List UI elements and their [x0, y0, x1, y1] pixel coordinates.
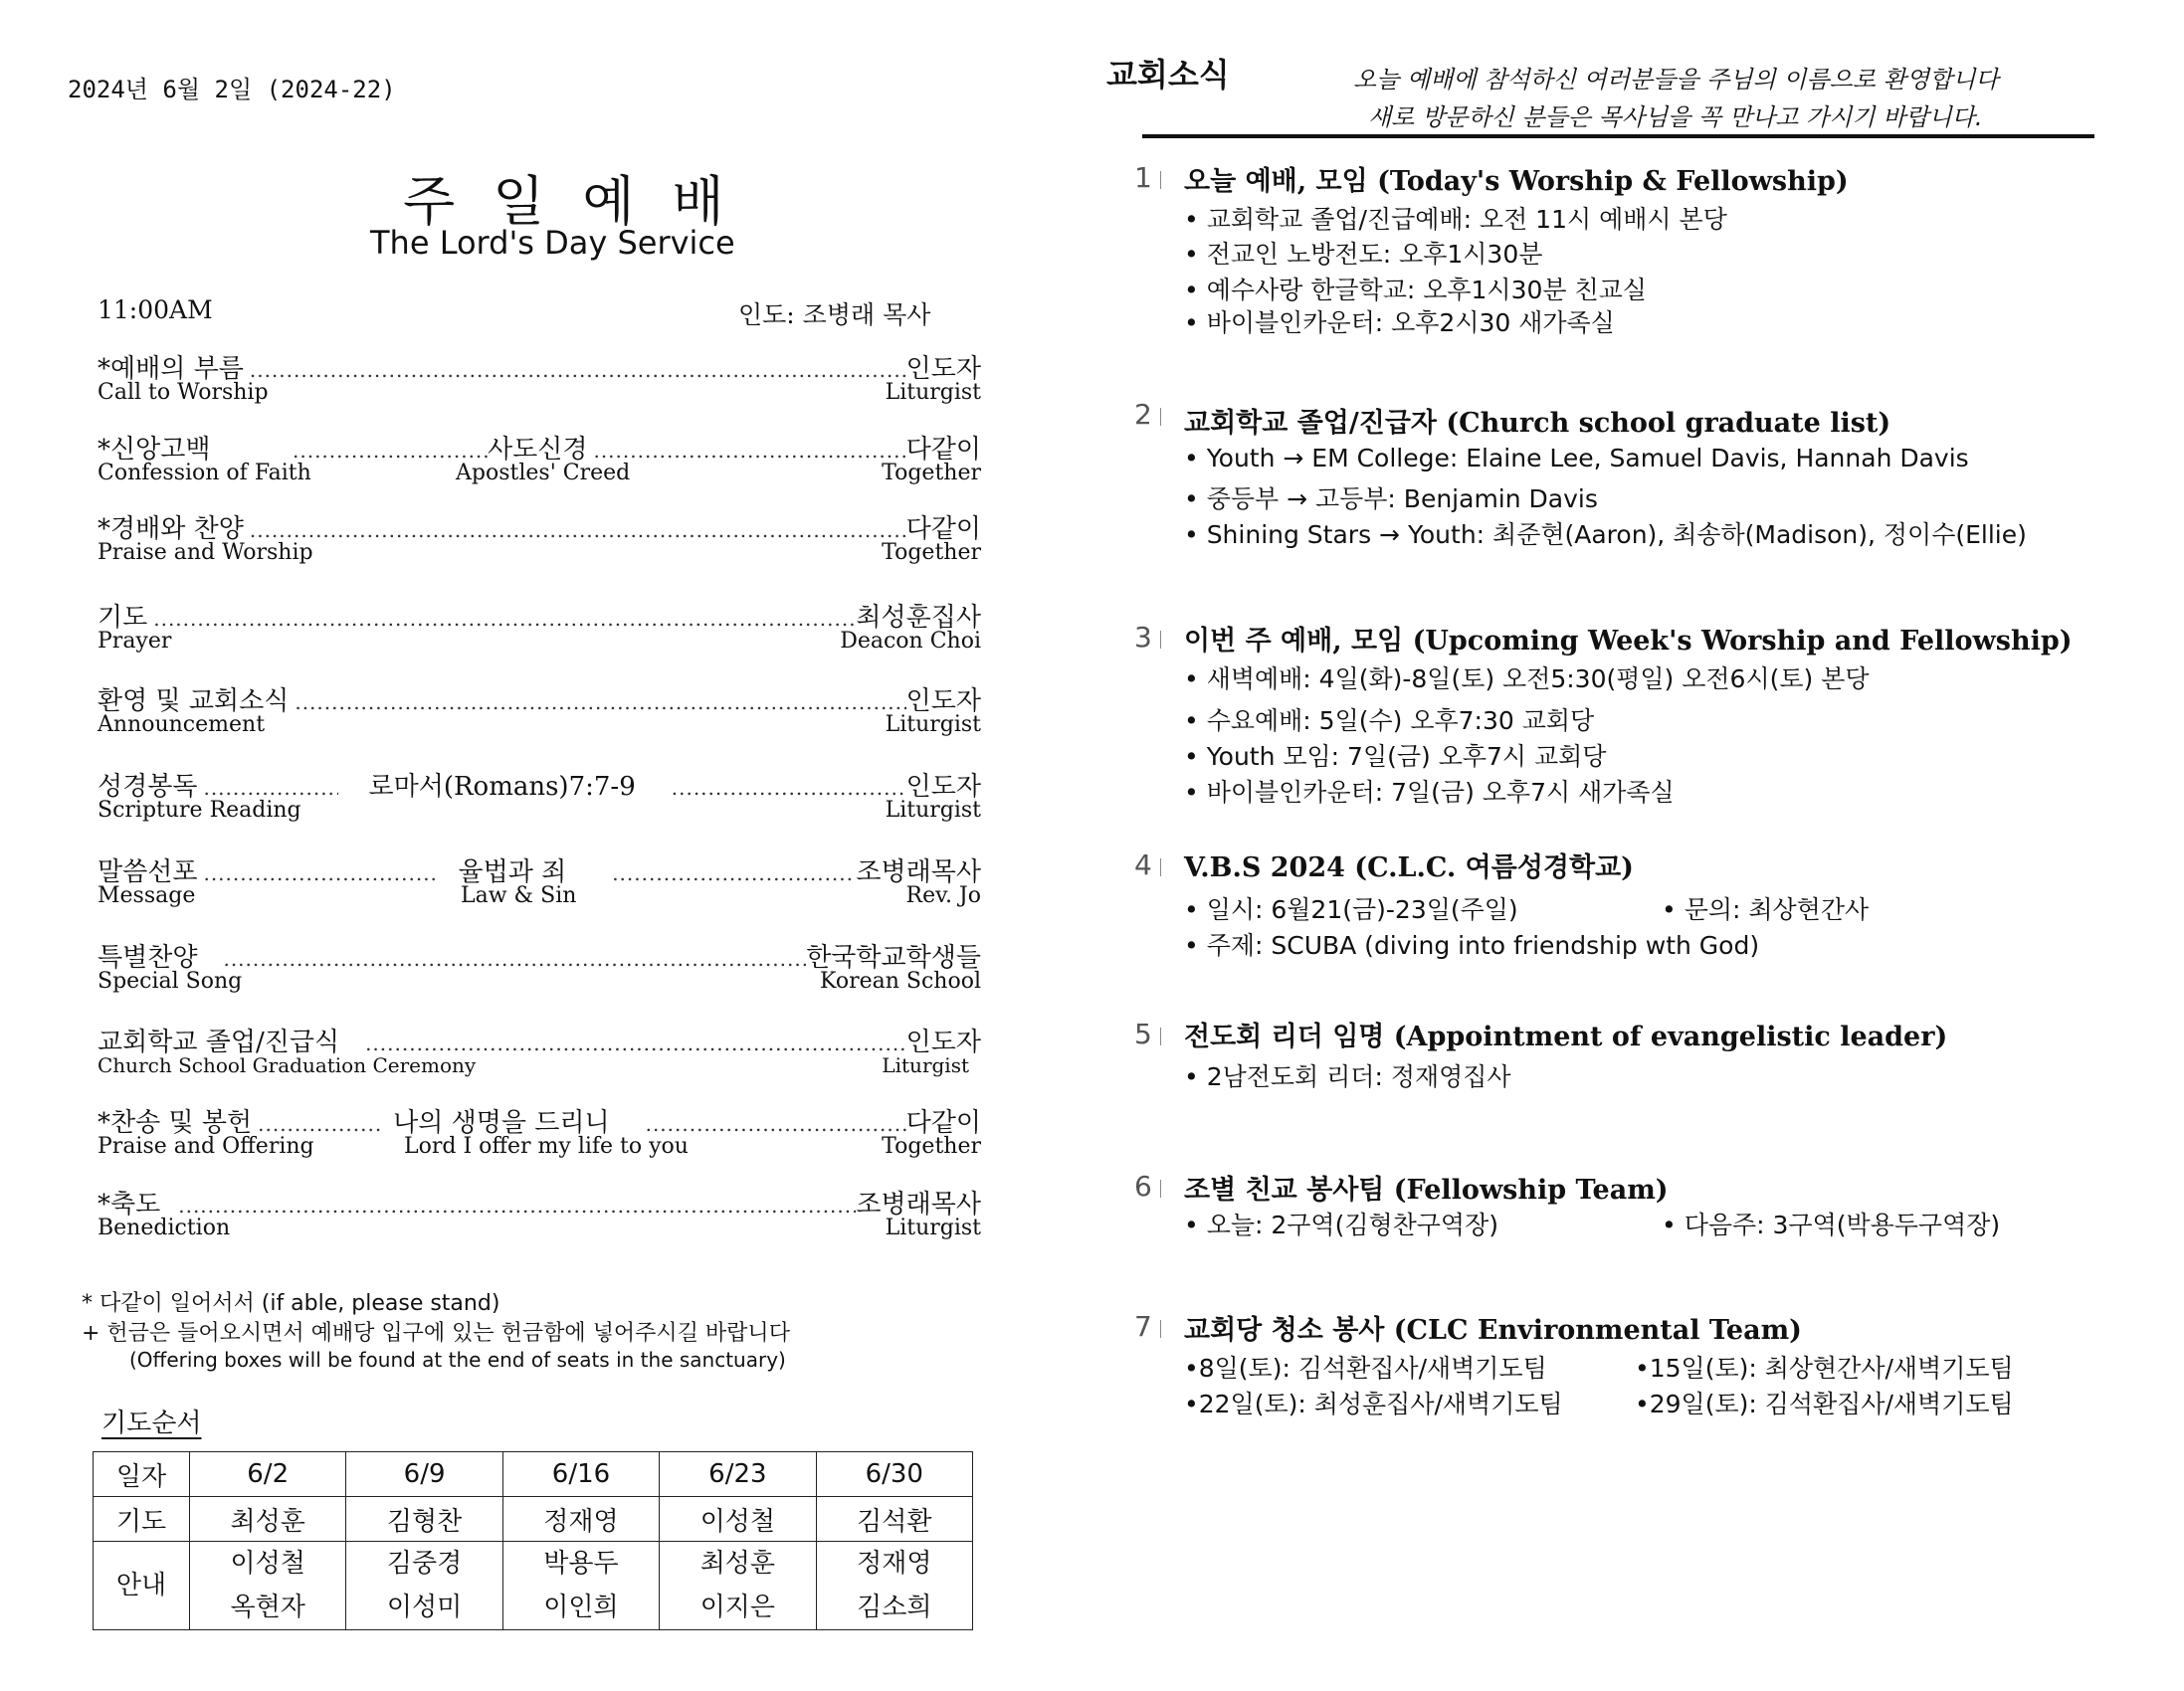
- usher-name: 김소희: [857, 1593, 932, 1622]
- service-title-korean: 주일예배: [403, 170, 762, 233]
- table-cell: [660, 1542, 816, 1630]
- note-offering-english: (Offering boxes will be found at the end of seats in the sanctuary): [129, 1348, 786, 1372]
- table-cell: [502, 1542, 659, 1630]
- order-item-role: 다같이: [905, 514, 981, 544]
- list-item: • 일시: 6월21(금)-23일(주일): [1184, 895, 1518, 924]
- order-item-role-english: Deacon Choi: [840, 629, 981, 654]
- order-item-role: 인도자: [905, 354, 981, 384]
- order-item-english: Confession of Faith: [98, 461, 311, 485]
- table-row: [94, 1452, 973, 1497]
- order-item-benediction: [98, 1184, 981, 1245]
- section-title: 오늘 예배, 모임 (Today's Worship & Fellowship): [1184, 166, 1849, 197]
- list-item: • 예수사랑 한글학교: 오후1시30분 친교실: [1184, 276, 1647, 304]
- list-item: • 2남전도회 리더: 정재영집사: [1184, 1062, 1511, 1091]
- list-item: • 중등부 → 고등부: Benjamin Davis: [1184, 484, 1598, 513]
- section-title: 교회당 청소 봉사 (CLC Environmental Team): [1184, 1315, 1802, 1346]
- order-item-korean: 특별찬양: [98, 943, 198, 973]
- prayer-schedule-table: [93, 1451, 973, 1630]
- order-item-english: Special Song: [98, 969, 243, 994]
- order-item-role-english: Rev. Jo: [905, 883, 981, 908]
- order-item-korean: *예배의 부름: [98, 354, 244, 384]
- welcome-line-1: 오늘 예배에 참석하신 여러분들을 주님의 이름으로 환영합니다: [1353, 66, 1999, 94]
- order-item-korean: 환영 및 교회소식: [98, 686, 290, 716]
- order-item-role-english: Liturgist: [885, 798, 981, 823]
- order-item-role: 인도자: [905, 772, 981, 802]
- order-item-korean: 교회학교 졸업/진급식: [98, 1028, 340, 1057]
- section-title: 교회학교 졸업/진급자 (Church school graduate list): [1184, 408, 1891, 439]
- order-item-english: Message: [98, 883, 196, 908]
- table-cell: 6/2: [190, 1452, 346, 1497]
- usher-name: 박용두: [543, 1549, 619, 1579]
- list-item: • Shining Stars → Youth: 최준현(Aaron), 최송하(Madison), 정이수(Ellie): [1184, 520, 2027, 549]
- table-cell: 정재영: [502, 1497, 659, 1542]
- table-header-label: 일자: [94, 1452, 190, 1497]
- order-item-english: Prayer: [98, 629, 172, 654]
- list-item: • 문의: 최상현간사: [1662, 895, 1870, 924]
- table-row-label: 안내: [94, 1542, 190, 1630]
- list-item: • 주제: SCUBA (diving into friendship wth God): [1184, 931, 1760, 960]
- usher-name: 이성미: [386, 1593, 463, 1622]
- table-cell: 김석환: [816, 1497, 972, 1542]
- table-cell: 김형찬: [346, 1497, 502, 1542]
- table-cell: 6/23: [660, 1452, 816, 1497]
- order-item-korean: 말씀선포: [98, 857, 198, 887]
- table-cell: [346, 1542, 502, 1630]
- news-title: 교회소식: [1106, 56, 1230, 94]
- service-time: 11:00AM: [98, 295, 213, 324]
- order-item-english: Announcement: [98, 712, 266, 737]
- usher-name: 이성철: [230, 1549, 305, 1579]
- usher-name: 이지은: [699, 1593, 776, 1622]
- table-cell: 최성훈: [190, 1497, 346, 1542]
- order-item-korean: *찬송 및 봉헌: [98, 1108, 253, 1138]
- section-number: 2: [1134, 398, 1161, 431]
- list-item: • 새벽예배: 4일(화)-8일(토) 오전5:30(평일) 오전6시(토) 본당: [1184, 664, 1870, 693]
- list-item: • 수요예배: 5일(수) 오후7:30 교회당: [1184, 706, 1595, 735]
- service-leader: 인도: 조병래 목사: [738, 300, 931, 329]
- order-item-korean: 성경봉독: [98, 772, 198, 802]
- order-item-english: Call to Worship: [98, 380, 269, 405]
- list-item: •15일(토): 최상현간사/새벽기도팀: [1635, 1354, 2014, 1383]
- list-item: •22일(토): 최성훈집사/새벽기도팀: [1184, 1390, 1563, 1418]
- order-item-role-english: Liturgist: [885, 1216, 981, 1240]
- usher-name: 이인희: [543, 1593, 619, 1622]
- order-item-content: 로마서(Romans)7:7-9: [368, 772, 636, 802]
- order-item-korean: *축도: [98, 1190, 161, 1220]
- list-item: • 교회학교 졸업/진급예배: 오전 11시 예배시 본당: [1184, 205, 1727, 234]
- note-stand: * 다같이 일어서서 (if able, please stand): [82, 1291, 500, 1316]
- order-item-english: Praise and Offering: [98, 1134, 314, 1159]
- order-item-role: 인도자: [905, 1028, 981, 1057]
- section-number: 7: [1134, 1310, 1161, 1343]
- order-item-prayer: [98, 597, 981, 658]
- welcome-line-2: 새로 방문하신 분들은 목사님을 꼭 만나고 가시기 바랍니다.: [1368, 103, 1983, 131]
- section-number: 1: [1134, 161, 1161, 194]
- order-item-role: 조병래목사: [856, 857, 981, 887]
- order-item-role-english: Liturgist: [885, 712, 981, 737]
- order-item-korean: *신앙고백: [98, 435, 211, 465]
- order-item-message: [98, 851, 981, 913]
- table-row: [94, 1497, 973, 1542]
- order-item-role: 다같이: [905, 435, 981, 465]
- table-cell: 6/30: [816, 1452, 972, 1497]
- order-item-confession-of-faith: [98, 429, 981, 490]
- list-item: • 전교인 노방전도: 오후1시30분: [1184, 240, 1543, 269]
- list-item: • Youth 모임: 7일(금) 오후7시 교회당: [1184, 742, 1607, 771]
- section-title: 이번 주 예배, 모임 (Upcoming Week's Worship and Fellowship): [1184, 626, 2073, 657]
- usher-name: 김중경: [386, 1549, 463, 1579]
- order-item-praise-and-worship: [98, 508, 981, 570]
- order-item-announcement: [98, 680, 981, 742]
- order-item-role-english: Korean School: [820, 969, 981, 994]
- section-number: 3: [1134, 621, 1161, 654]
- order-item-content-english: Lord I offer my life to you: [404, 1134, 689, 1159]
- order-item-role: 한국학교학생들: [806, 943, 981, 973]
- table-row: [94, 1542, 973, 1630]
- order-item-role-english: Liturgist: [882, 1053, 969, 1077]
- list-item: • 오늘: 2구역(김형찬구역장): [1184, 1211, 1498, 1239]
- usher-name: 정재영: [857, 1549, 932, 1579]
- section-number: 6: [1134, 1170, 1161, 1203]
- order-item-role-english: Liturgist: [885, 380, 981, 405]
- section-title: 조별 친교 봉사팀 (Fellowship Team): [1184, 1175, 1669, 1206]
- table-cell: [190, 1542, 346, 1630]
- prayer-schedule-title: 기도순서: [101, 1409, 202, 1438]
- order-item-content-english: Law & Sin: [461, 883, 577, 908]
- list-item: • Youth → EM College: Elaine Lee, Samuel Davis, Hannah Davis: [1184, 444, 1969, 472]
- order-item-role: 다같이: [905, 1108, 981, 1138]
- section-number: 5: [1134, 1018, 1161, 1050]
- order-item-english: Church School Graduation Ceremony: [98, 1053, 477, 1077]
- order-item-content: 율법과 죄: [458, 857, 567, 887]
- table-row-label: 기도: [94, 1497, 190, 1542]
- list-item: • 바이블인카운터: 오후2시30 새가족실: [1184, 308, 1615, 337]
- table-cell: 이성철: [660, 1497, 816, 1542]
- service-title-english: The Lord's Day Service: [370, 224, 735, 262]
- list-item: • 다음주: 3구역(박용두구역장): [1662, 1211, 2001, 1239]
- bulletin-date: 2024년 6월 2일 (2024-22): [68, 76, 396, 103]
- list-item: •8일(토): 김석환집사/새벽기도팀: [1184, 1354, 1547, 1383]
- order-item-content: 사도신경: [488, 435, 588, 465]
- order-item-role: 조병래목사: [856, 1190, 981, 1220]
- order-item-english: Praise and Worship: [98, 540, 313, 565]
- table-cell: 6/16: [502, 1452, 659, 1497]
- section-title: 전도회 리더 임명 (Appointment of evangelistic leader): [1184, 1022, 1948, 1052]
- order-item-content: 나의 생명을 드리니: [393, 1108, 610, 1138]
- order-item-special-song: [98, 937, 981, 999]
- note-offering: + 헌금은 들어오시면서 예배당 입구에 있는 헌금함에 넣어주시길 바랍니다: [82, 1321, 790, 1346]
- order-item-call-to-worship: [98, 348, 981, 410]
- order-item-english: Benediction: [98, 1216, 231, 1240]
- order-item-english: Scripture Reading: [98, 798, 301, 823]
- list-item: •29일(토): 김석환집사/새벽기도팀: [1635, 1390, 2014, 1418]
- order-item-korean: 기도: [98, 603, 148, 633]
- order-item-graduation-ceremony: [98, 1022, 981, 1083]
- order-item-content-english: Apostles' Creed: [456, 461, 631, 485]
- order-item-praise-and-offering: [98, 1102, 981, 1164]
- order-item-scripture-reading: [98, 766, 981, 828]
- table-cell: [816, 1542, 972, 1630]
- usher-name: 옥현자: [230, 1593, 305, 1622]
- list-item: • 바이블인카운터: 7일(금) 오후7시 새가족실: [1184, 778, 1675, 807]
- order-item-role: 최성훈집사: [856, 603, 981, 633]
- header-divider: [1142, 134, 2094, 138]
- section-number: 4: [1134, 848, 1161, 881]
- section-title: V.B.S 2024 (C.L.C. 여름성경학교): [1184, 852, 1634, 883]
- order-item-role-english: Together: [882, 540, 981, 565]
- table-cell: 6/9: [346, 1452, 502, 1497]
- order-item-role-english: Together: [882, 1134, 981, 1159]
- order-item-role: 인도자: [905, 686, 981, 716]
- usher-name: 최성훈: [699, 1549, 776, 1579]
- order-item-role-english: Together: [882, 461, 981, 485]
- order-item-korean: *경배와 찬양: [98, 514, 244, 544]
